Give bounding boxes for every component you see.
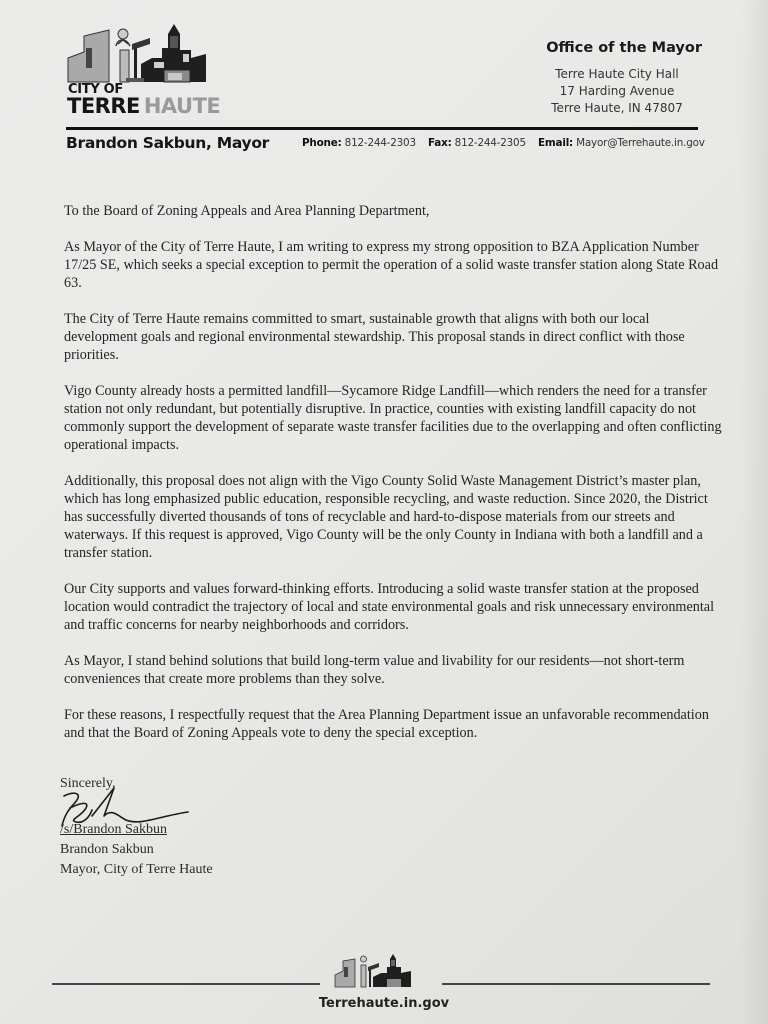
phone-number: 812-244-2303 bbox=[344, 137, 416, 149]
city-skyline-logo-icon bbox=[66, 14, 216, 84]
footer-website: Terrehaute.in.gov bbox=[318, 996, 450, 1011]
phone-label: Phone: bbox=[302, 137, 342, 149]
logo-city-name bbox=[67, 94, 220, 118]
office-address-block bbox=[472, 40, 702, 117]
logo-name-haute: HAUTE bbox=[143, 94, 221, 118]
footer-rule-right bbox=[442, 983, 710, 985]
logo-name-terre: TERRE bbox=[67, 94, 140, 118]
letter-body bbox=[64, 202, 724, 760]
office-title: Office of the Mayor bbox=[546, 40, 702, 56]
mayor-name-heading: Brandon Sakbun, Mayor bbox=[66, 134, 270, 152]
email-address: Mayor@Terrehaute.in.gov bbox=[576, 137, 705, 149]
paragraph: Vigo County already hosts a permitted landfill—Sycamore Ridge Landfill—which renders the need for a transfer station not only redundant, but potentially disruptive. In practice, counties with existing landfill capacity do not commonly support the development of separate waste transfer facilities due to the overlapping and often conflicting operational impacts. bbox=[64, 383, 722, 453]
salutation: To the Board of Zoning Appeals and Area Planning Department, bbox=[64, 203, 430, 219]
email-label: Email: bbox=[538, 137, 574, 149]
paragraph: Additionally, this proposal does not align with the Vigo County Solid Waste Management District’s master plan, which has long emphasized public education, responsible recycling, and waste reduction. Since 2020, the District has successfully diverted thousands of tons of recyclable and hard-to-dispose materials from our streets and waterways. If this request is approved, Vigo County will be the only County in Indiana with both a landfill and a transfer station. bbox=[64, 473, 708, 561]
paragraph: For these reasons, I respectfully request that the Area Planning Department issue an unfavorable recommendation and that the Board of Zoning Appeals vote to deny the special exception. bbox=[64, 707, 709, 741]
footer-rule-left bbox=[52, 983, 320, 985]
closing: Sincerely, bbox=[60, 776, 116, 791]
logo-city-of-text: CITY OF bbox=[68, 82, 124, 97]
paragraph: The City of Terre Haute remains committed to smart, sustainable growth that aligns with both our local development goals and regional environmental stewardship. This proposal stands in direct conflict with those priorities. bbox=[64, 311, 685, 363]
page-shadow bbox=[740, 0, 768, 1024]
signer-title: Mayor, City of Terre Haute bbox=[60, 862, 213, 877]
fax-number: 812-244-2305 bbox=[454, 137, 526, 149]
paragraph: Our City supports and values forward-thinking efforts. Introducing a solid waste transfer station at the proposed location would contradict the trajectory of local and state environmental goals and risk unnecessary environmental and traffic concerns for nearby neighborhoods and corridors. bbox=[64, 581, 715, 633]
paragraph: As Mayor of the City of Terre Haute, I am writing to express my strong opposition to BZA Application Number 17/25 SE, which seeks a special exception to permit the operation of a solid waste transfer station along State Road 63. bbox=[64, 239, 719, 291]
address-line: Terre Haute, IN 47807 bbox=[551, 101, 683, 115]
header-divider bbox=[66, 127, 698, 130]
address-line: Terre Haute City Hall bbox=[555, 67, 679, 81]
contact-line bbox=[302, 137, 705, 149]
footer-city-skyline-icon bbox=[333, 953, 419, 989]
signer-name: Brandon Sakbun bbox=[60, 842, 154, 857]
electronic-signature: /s/Brandon Sakbun bbox=[60, 822, 167, 837]
paragraph: As Mayor, I stand behind solutions that build long-term value and livability for our residents—not short-term conveniences that create more problems than they solve. bbox=[64, 653, 685, 687]
address-line: 17 Harding Avenue bbox=[559, 84, 675, 98]
fax-label: Fax: bbox=[428, 137, 452, 149]
city-logo bbox=[66, 14, 221, 118]
